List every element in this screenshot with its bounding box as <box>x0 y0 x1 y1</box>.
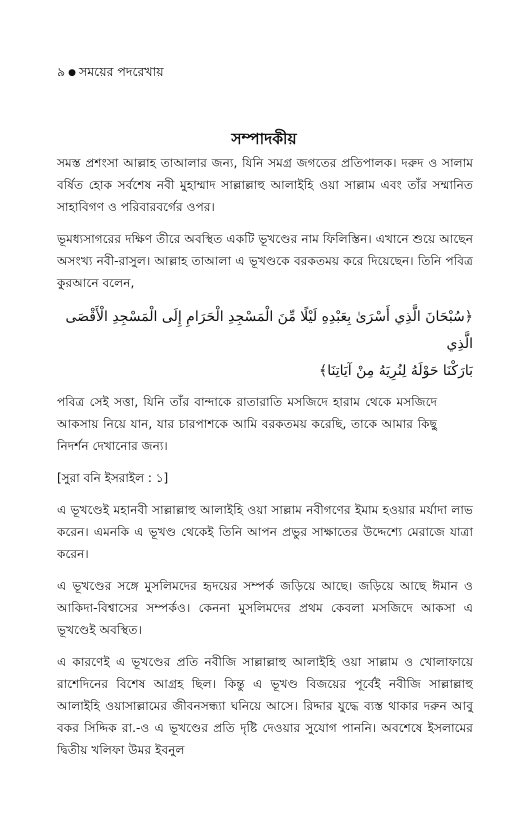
verse-translation: পবিত্র সেই সত্তা, যিনি তাঁর বান্দাকে রাতারাতি মসজিদে হারাম থেকে মসজিদে আকসায় নিয়ে যান, যার চারপাশকে আমি বরকতময় করেছি, তাকে আমার কিছু নিদর্শন দেখানোর জন্য। <box>57 395 437 453</box>
quran-verse-line-1: ﴿سُبْحَانَ الَّذِي أَسْرَىٰ بِعَبْدِهِ لَيْلًا مِّنَ الْمَسْجِدِ الْحَرَامِ إِلَى الْمَسْجِدِ الْأَقْصَى الَّذِي <box>65 309 473 352</box>
paragraph-intro: সমস্ত প্রশংসা আল্লাহ তাআলার জন্য, যিনি সমগ্র জগতের প্রতিপালক। দরুদ ও সালাম বর্ষিত হোক সর্বশেষ নবী মুহাম্মাদ সাল্লাল্লাহু আলাইহি ওয়া সাল্লাম এবং তাঁর সম্মানিত সাহাবিগণ ও পরিবারবর্গের ওপর। <box>57 156 473 214</box>
page-body <box>57 152 473 771</box>
verse-source: [সুরা বনি ইসরাইল : ১] <box>57 471 169 485</box>
paragraph-palestine: ভূমধ্যসাগরের দক্ষিণ তীরে অবস্থিত একটি ভূখণ্ডের নাম ফিলিস্তিন। এখানে শুয়ে আছেন অসংখ্য নবী-রাসুল। আল্লাহ তাআলা এ ভূখণ্ডকে বরকতময় করে দিয়েছেন। তিনি পবিত্র কুরআনে বলেন, <box>57 232 473 290</box>
page-number: ৯ <box>57 64 66 79</box>
quran-verse <box>57 304 473 385</box>
paragraph-caliphs: এ কারণেই এ ভূখণ্ডের প্রতি নবীজি সাল্লাল্লাহু আলাইহি ওয়া সাল্লাম ও খোলাফায়ে রাশেদিনের বিশেষ আগ্রহ ছিল। কিন্তু এ ভূখণ্ড বিজয়ের পূর্বেই নবীজি সাল্লাল্লাহু আলাইহি ওয়াসাল্লামের জীবনসন্ধ্যা ঘনিয়ে আসে। রিদ্দার যুদ্ধে ব্যস্ত থাকার দরুন আবু বকর সিদ্দিক রা.-ও এ ভূখণ্ডের প্রতি দৃষ্টি দেওয়ার সুযোগ পাননি। অবশেষে ইসলামের দ্বিতীয় খলিফা উমর ইবনুল <box>57 655 473 757</box>
book-title: সময়ের পদরেখায় <box>78 64 164 79</box>
quran-verse-line-2: بَارَكْنَا حَوْلَهُ لِنُرِيَهُ مِنْ آيَاتِنَا﴾ <box>319 363 473 379</box>
paragraph-miraj: এ ভূখণ্ডেই মহানবী সাল্লাল্লাহু আলাইহি ওয়া সাল্লাম নবীগণের ইমাম হওয়ার মর্যাদা লাভ করেন। এমনকি এ ভূখণ্ড থেকেই তিনি আপন প্রভুর সাক্ষাতের উদ্দেশ্যে মেরাজে যাত্রা করেন। <box>57 503 473 561</box>
running-header <box>57 64 164 84</box>
chapter-title: সম্পাদকীয় <box>231 130 297 148</box>
paragraph-qibla: এ ভূখণ্ডের সঙ্গে মুসলিমদের হৃদয়ের সম্পর্ক জড়িয়ে আছে। জড়িয়ে আছে ঈমান ও আকিদা-বিশ্বাসের সম্পর্কও। কেননা মুসলিমদের প্রথম কেবলা মসজিদে আকসা এ ভূখণ্ডেই অবস্থিত। <box>57 579 473 637</box>
bullet-icon: ● <box>68 68 76 78</box>
